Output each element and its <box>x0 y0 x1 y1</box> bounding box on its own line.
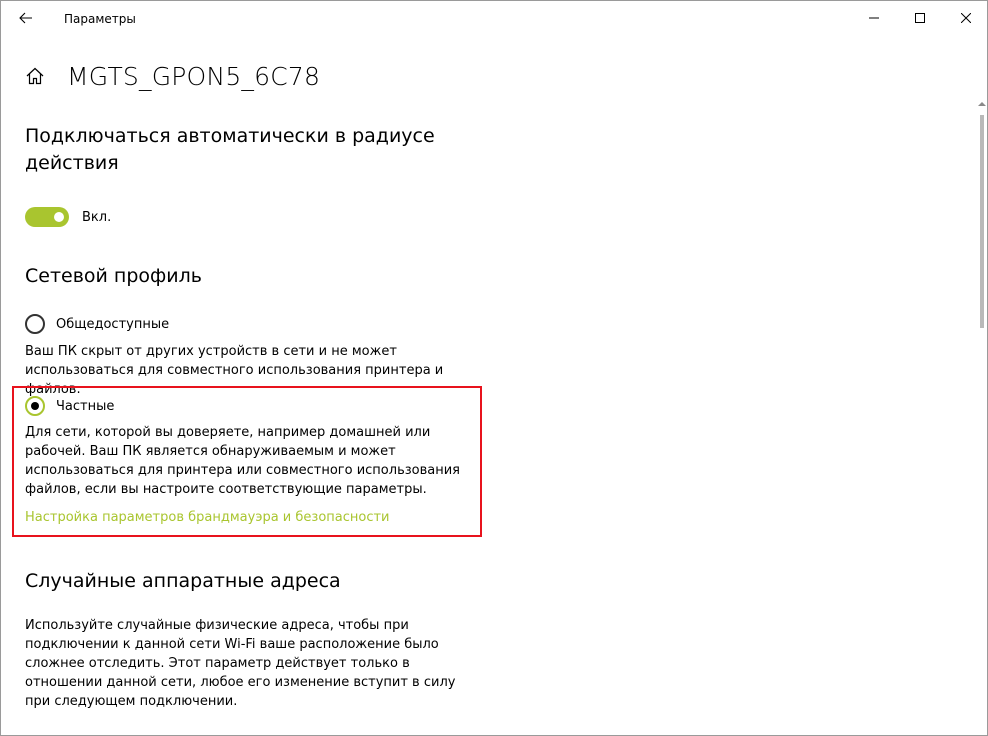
title-bar <box>1 1 987 34</box>
public-description: Ваш ПК скрыт от других устройств в сети и не может использоваться для совместного использования принтера и файлов. <box>25 344 444 397</box>
back-button[interactable] <box>9 3 43 33</box>
minimize-icon <box>869 8 879 27</box>
maximize-button[interactable] <box>897 1 943 34</box>
page-header <box>25 59 320 93</box>
toggle-state-label: Вкл. <box>82 209 112 225</box>
firewall-settings-link[interactable]: Настройка параметров брандмауэра и безопасности <box>25 510 390 525</box>
highlight-box <box>12 386 482 537</box>
network-profile-heading: Сетевой профиль <box>25 265 202 287</box>
minimize-button[interactable] <box>851 1 897 34</box>
radio-public[interactable] <box>25 314 45 334</box>
page-title: MGTS_GPON5_6C78 <box>67 61 321 91</box>
close-button[interactable] <box>943 1 988 34</box>
scroll-up-arrow-icon[interactable] <box>978 93 986 101</box>
radio-public-label: Общедоступные <box>56 316 170 332</box>
random-mac-heading: Случайные аппаратные адреса <box>25 570 341 592</box>
maximize-icon <box>915 8 925 27</box>
home-icon[interactable] <box>25 65 47 87</box>
back-arrow-icon <box>19 9 33 28</box>
auto-connect-toggle[interactable] <box>25 207 69 227</box>
scrollbar-thumb[interactable] <box>980 115 984 328</box>
auto-connect-toggle-row <box>25 206 111 228</box>
close-icon <box>961 8 971 27</box>
random-mac-description: Используйте случайные физические адреса, чтобы при подключении к данной сети Wi-Fi ваше расположение было сложнее отследить. Этот параметр действует только в отношении данной сети, любое его изменение вступит в силу при следующем подключении. <box>25 618 456 709</box>
private-description: Для сети, которой вы доверяете, например домашней или рабочей. Ваш ПК является обнаруживаемым и может использоваться для принтера или совместного использования файлов, если вы настроите соответствующие параметры. <box>25 425 460 497</box>
radio-public-row[interactable] <box>25 313 169 335</box>
auto-connect-heading: Подключаться автоматически в радиусе действия <box>25 125 435 174</box>
radio-private-label: Частные <box>56 398 115 414</box>
window-title: Параметры <box>64 12 136 26</box>
